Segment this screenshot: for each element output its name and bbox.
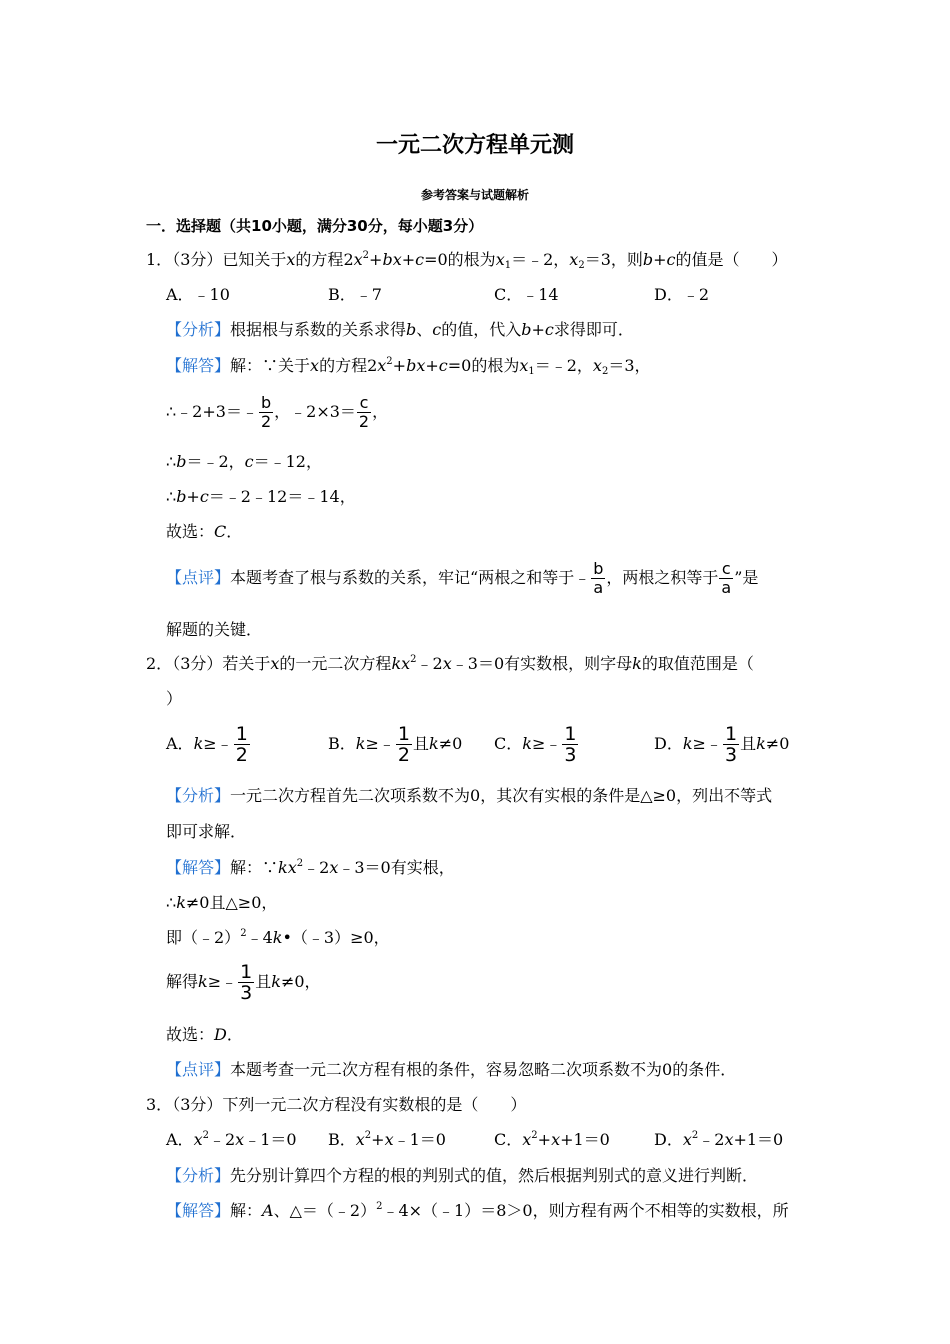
- q3-analysis: 【分析】先分别计算四个方程的根的判别式的值，然后根据判别式的意义进行判断．: [166, 1166, 759, 1185]
- q2-option-b: B．k≥﹣ $\frac{1}{2}$ 且k≠0: [328, 723, 463, 766]
- q1-answer-line1: 【解答】解：∵关于x的方程$2x^2+bx+c=0$的根为$x_1=﹣2$，$x_2=3$，: [166, 356, 651, 377]
- q2-option-c: C．k≥﹣ $\frac{1}{3}$: [494, 723, 577, 766]
- q3-option-d: D．$x^2﹣2x+1=0$: [654, 1130, 784, 1149]
- comment-tag: 【点评】: [166, 568, 231, 587]
- q2-answer-line3: 即（﹣2）$^2$﹣4k•（﹣3）≥0，: [166, 928, 390, 947]
- q1-option-a: A．﹣10: [166, 285, 230, 304]
- fraction-1-over-2: $\frac{1}{2}$: [397, 723, 410, 766]
- q3-option-c: C．$x^2+x+1=0$: [494, 1130, 610, 1149]
- comment-tag: 【点评】: [166, 1060, 231, 1079]
- q1-answer-line5: 故选：C．: [166, 522, 243, 541]
- page-title: 一元二次方程单元测: [375, 133, 574, 158]
- q1-option-c: C．﹣14: [494, 285, 559, 304]
- fraction-c-over-2: $\frac{c}{2}$: [358, 393, 370, 431]
- q1-answer-line4: ∴b+c＝﹣2﹣12＝﹣14，: [166, 487, 356, 506]
- q3-option-b: B．$x^2+x﹣1=0$: [328, 1130, 446, 1149]
- q2-stem-cont: ）: [166, 689, 183, 708]
- answer-tag: 【解答】: [166, 1201, 231, 1220]
- analysis-tag: 【分析】: [166, 320, 231, 339]
- q1-stem: 1．（3分）已知关于x的方程$2x^2+bx+c=0$的根为$x_1=﹣2$，$x_2=3$，则b+c的值是（ ）: [146, 250, 788, 271]
- section-heading: 一．选择题（共10小题，满分30分，每小题3分）: [146, 217, 484, 235]
- q1-comment-cont: 解题的关键．: [166, 620, 263, 639]
- fraction-1-over-3: $\frac{1}{3}$: [240, 961, 253, 1004]
- q1-comment: 【点评】本题考查了根与系数的关系，牢记“两根之和等于﹣ $\frac{b}{a}$ ，两根之积等于 $\frac{c}{a}$ ”是: [166, 559, 759, 597]
- q2-answer-line1: 【解答】解：$\because kx^2﹣2x﹣3=0$有实根，: [166, 858, 455, 877]
- q1-option-d: D．﹣2: [654, 285, 710, 304]
- q2-option-d: D．k≥﹣ $\frac{1}{3}$ 且k≠0: [654, 723, 790, 766]
- q3-answer-line1: 【解答】解：A、△＝（﹣2）$^2$﹣4×（﹣1）＝8＞0，则方程有两个不相等的实数根，所: [166, 1201, 789, 1220]
- fraction-1-over-3: $\frac{1}{3}$: [564, 723, 577, 766]
- q2-stem: 2．（3分）若关于x的一元二次方程$kx^2﹣2x﹣3=0$有实数根，则字母k的取值范围是（: [146, 654, 754, 673]
- fraction-b-over-a: $\frac{b}{a}$: [593, 559, 604, 597]
- fraction-1-over-3: $\frac{1}{3}$: [724, 723, 738, 766]
- answer-tag: 【解答】: [166, 356, 231, 375]
- q2-option-a: A．k≥﹣ $\frac{1}{2}$: [166, 723, 248, 766]
- q2-answer-line5: 故选：D．: [166, 1025, 243, 1044]
- analysis-tag: 【分析】: [166, 1166, 231, 1185]
- analysis-tag: 【分析】: [166, 786, 231, 805]
- q1-analysis: 【分析】根据根与系数的关系求得b、c的值，代入b+c求得即可．: [166, 320, 634, 339]
- q2-comment: 【点评】本题考查一元二次方程有根的条件，容易忽略二次项系数不为0的条件．: [166, 1060, 737, 1079]
- fraction-1-over-2: $\frac{1}{2}$: [235, 723, 248, 766]
- q2-answer-line4: 解得k≥﹣ $\frac{1}{3}$ 且k≠0，: [166, 961, 321, 1004]
- q3-option-a: A．$x^2﹣2x﹣1=0$: [166, 1130, 297, 1149]
- q2-answer-line2: ∴k≠0且△≥0，: [166, 893, 278, 912]
- fraction-b-over-2: $\frac{b}{2}$: [260, 393, 272, 431]
- q1-option-b: B．﹣7: [328, 285, 382, 304]
- q2-analysis: 【分析】一元二次方程首先二次项系数不为0，其次有实根的条件是△≥0，列出不等式: [166, 786, 773, 805]
- answer-tag: 【解答】: [166, 858, 231, 877]
- fraction-c-over-a: $\frac{c}{a}$: [721, 559, 732, 597]
- q1-answer-line3: ∴b＝﹣2，c＝﹣12，: [166, 452, 322, 471]
- q2-analysis-cont: 即可求解．: [166, 822, 247, 841]
- q3-stem: 3．（3分）下列一元二次方程没有实数根的是（ ）: [146, 1095, 527, 1114]
- q1-answer-line2: ∴﹣2+3＝﹣ $\frac{b}{2}$ ，﹣2×3＝ $\frac{c}{2}$ ，: [166, 393, 389, 431]
- page-subtitle: 参考答案与试题解析: [420, 188, 529, 202]
